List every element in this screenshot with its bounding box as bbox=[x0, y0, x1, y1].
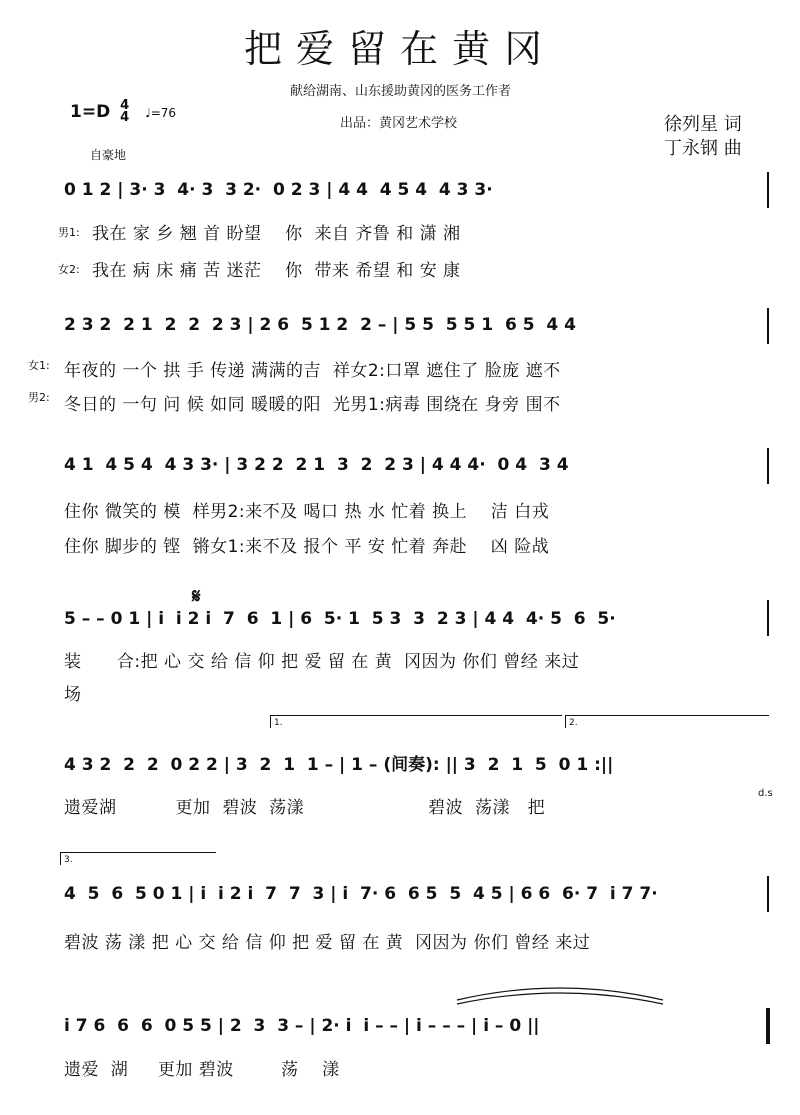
lyric-line: 我在 家 乡 翘 首 盼望 你 来自 齐鲁 和 潇 湘 bbox=[92, 224, 461, 244]
lyric-line: 遗爱 湖 更加 碧波 荡 漾 bbox=[64, 1060, 340, 1080]
composer-credit: 丁永钢 曲 bbox=[664, 138, 742, 159]
notes-system-5: 4 3 2 2 2 0 2 2 | 3 2 1 1 – | 1 – (间奏): || 3 2 1 5 0 1 :|| bbox=[64, 755, 614, 775]
key-signature bbox=[70, 100, 176, 124]
lyric-line: 装 合:把 心 交 给 信 仰 把 爱 留 在 黄 冈因为 你们 曾经 来过 bbox=[64, 652, 580, 672]
lyricist-credit: 徐列星 词 bbox=[664, 114, 742, 135]
lyric-line: 住你 脚步的 铿 锵女1:来不及 报个 平 安 忙着 奔赴 凶 险战 bbox=[64, 537, 550, 557]
notes-system-1: 0 1 2 | 3· 3 4· 3 3 2· 0 2 3 | 4 4 4 5 4 4 3 3· bbox=[64, 180, 493, 200]
song-title: 把爱留在黄冈 bbox=[243, 27, 556, 71]
lyric-line: 碧波 荡 漾 把 心 交 给 信 仰 把 爱 留 在 黄 冈因为 你们 曾经 来过 bbox=[64, 933, 591, 953]
lyric-line: 住你 微笑的 模 样男2:来不及 喝口 热 水 忙着 换上 洁 白戎 bbox=[64, 502, 550, 522]
lyric-line: 我在 病 床 痛 苦 迷茫 你 带来 希望 和 安 康 bbox=[92, 261, 461, 281]
notes-system-6: 4 5 6 5 0 1 | i i 2 i 7 7 3 | i 7· 6 6 5 5 4 5 | 6 6 6· 7 i 7 7· bbox=[64, 884, 658, 904]
barline bbox=[767, 172, 769, 208]
volta-3: 3. bbox=[60, 852, 216, 865]
expression-mark: 自豪地 bbox=[90, 148, 127, 162]
lyric-line: 年夜的 一个 拱 手 传递 满满的吉 祥女2:口罩 遮住了 脸庞 遮不 bbox=[64, 361, 561, 381]
tie-arc bbox=[455, 986, 665, 1006]
lyric-line: 场 bbox=[64, 685, 82, 705]
notes-system-3: 4 1 4 5 4 4 3 3· | 3 2 2 2 1 3 2 2 3 | 4 4 4· 0 4 3 4 bbox=[64, 455, 569, 475]
volta-1: 1. bbox=[270, 715, 562, 728]
notes-system-2: 2 3 2 2 1 2 2 2 3 | 2 6 5 1 2 2 – | 5 5 5 5 1 6 5 4 4 bbox=[64, 315, 576, 335]
dal-segno-mark: d.s bbox=[758, 788, 773, 799]
segno-sign: 𝄋 bbox=[192, 584, 201, 608]
singer-label: 男2: bbox=[28, 391, 50, 404]
final-barline bbox=[766, 1008, 770, 1044]
producer: 出品：黄冈艺术学校 bbox=[340, 116, 458, 131]
volta-2: 2. bbox=[565, 715, 769, 728]
dedication: 献给湖南、山东援助黄冈的医务工作者 bbox=[290, 84, 512, 99]
lyric-line: 遗爱湖 更加 碧波 荡漾 碧波 荡漾 把 bbox=[64, 798, 546, 818]
time-bottom: 4 bbox=[120, 110, 130, 125]
singer-label: 男1: bbox=[58, 226, 80, 239]
singer-label: 女2: bbox=[58, 263, 80, 276]
time-signature bbox=[120, 100, 129, 124]
singer-label: 女1: bbox=[28, 359, 50, 372]
barline bbox=[767, 600, 769, 636]
tempo-mark: ♩=76 bbox=[145, 106, 177, 120]
key-label: 1=D bbox=[70, 102, 111, 122]
time-top: 4 bbox=[120, 98, 130, 113]
notes-system-4: 5 – – 0 1 | i i 2 i 7 6 1 | 6 5· 1 5 3 3 2 3 | 4 4 4· 5 6 5· bbox=[64, 609, 616, 629]
barline bbox=[767, 448, 769, 484]
notes-system-7: i 7 6 6 6 0 5 5 | 2 3 3 – | 2· i i – – | i – – – | i – 0 || bbox=[64, 1016, 540, 1036]
barline bbox=[767, 876, 769, 912]
barline bbox=[767, 308, 769, 344]
lyric-line: 冬日的 一句 问 候 如同 暖暖的阳 光男1:病毒 围绕在 身旁 围不 bbox=[64, 395, 561, 415]
